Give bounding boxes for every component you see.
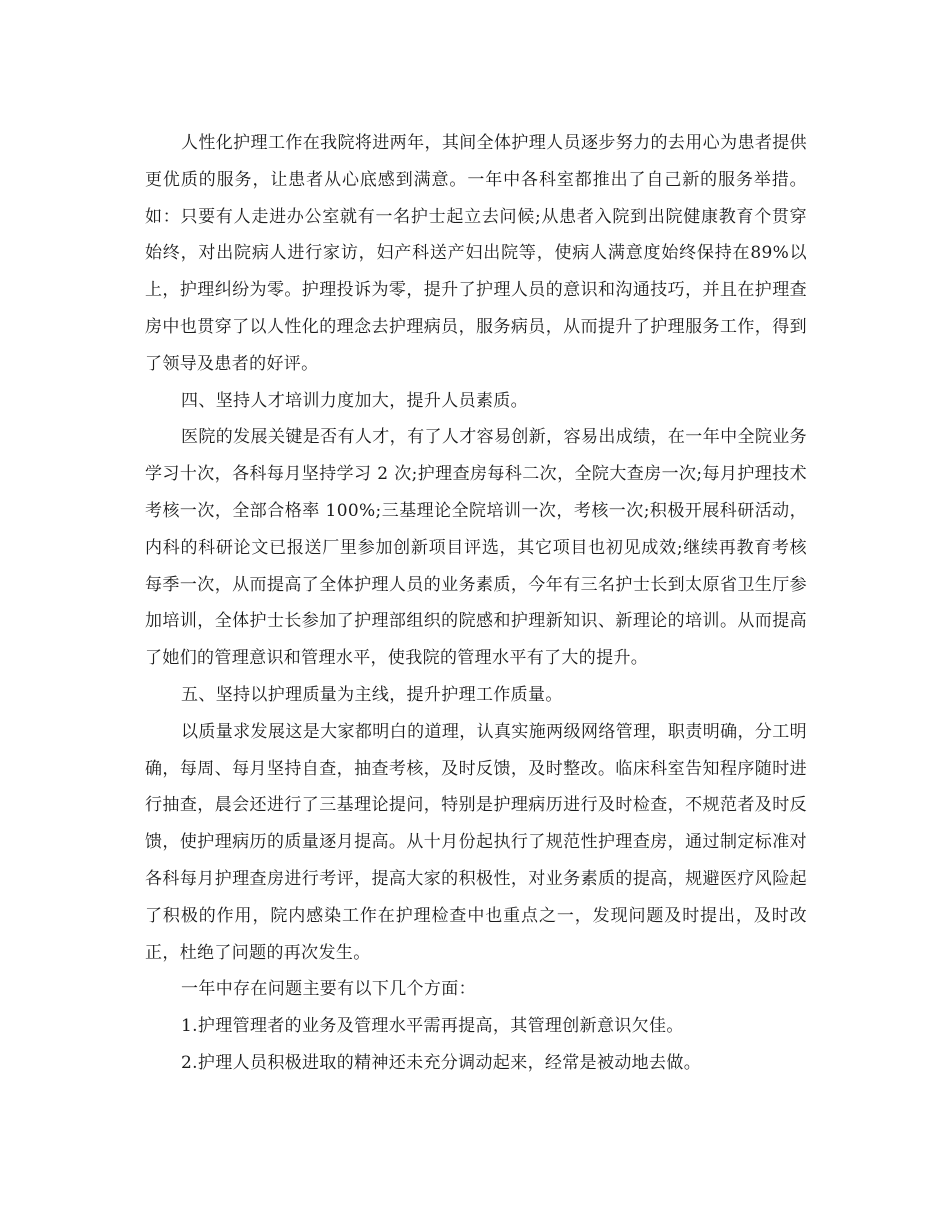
list-item-problem-2: 2.护理人员积极进取的精神还未充分调动起来，经常是被动地去做。 <box>181 1052 702 1073</box>
document-page <box>145 125 807 1082</box>
heading-existing-problems: 一年中存在问题主要有以下几个方面： <box>181 979 476 1000</box>
paragraph-talent-training: 医院的发展关键是否有人才，有了人才容易创新，容易出成绩，在一年中全院业务学习十次，各科每月坚持学习 2 次;护理查房每科二次，全院大查房一次;每月护理技术考核一次，全部合格率 100%;三基理论全院培训一次，考核一次;积极开展科研活动，内科的科研论文已报送厂里参加创新项目评选，其它项目也初见成效;继续再教育考核每季一次，从而提高了全体护理人员的业务素质，今年有三名护士长到太原省卫生厅参加培训，全体护士长参加了护理部组织的院感和护理新知识、新理论的培训。从而提高了她们的管理意识和管理水平，使我院的管理水平有了大的提升。 <box>145 427 807 669</box>
heading-nursing-quality: 五、坚持以护理质量为主线，提升护理工作质量。 <box>181 684 563 705</box>
paragraph-nursing-quality: 以质量求发展这是大家都明白的道理，认真实施两级网络管理，职责明确，分工明确，每周、每月坚持自查，抽查考核，及时反馈，及时整改。临床科室告知程序随时进行抽查，晨会还进行了三基理论提问，特别是护理病历进行及时检查，不规范者及时反馈，使护理病历的质量逐月提高。从十月份起执行了规范性护理查房，通过制定标准对各科每月护理查房进行考评，提高大家的积极性，对业务素质的提高，规避医疗风险起了积极的作用，院内感染工作在护理检查中也重点之一，发现问题及时提出，及时改正，杜绝了问题的再次发生。 <box>145 721 807 963</box>
list-item-problem-1: 1.护理管理者的业务及管理水平需再提高，其管理创新意识欠佳。 <box>181 1016 684 1037</box>
heading-talent-training: 四、坚持人才培训力度加大，提升人员素质。 <box>181 390 528 411</box>
paragraph-humanized-nursing: 人性化护理工作在我院将进两年，其间全体护理人员逐步努力的去用心为患者提供更优质的服务，让患者从心底感到满意。一年中各科室都推出了自己新的服务举措。如：只要有人走进办公室就有一名护士起立去问候;从患者入院到出院健康教育个贯穿始终，对出院病人进行家访，妇产科送产妇出院等，使病人满意度始终保持在89%以上，护理纠纷为零。护理投诉为零，提升了护理人员的意识和沟通技巧，并且在护理查房中也贯穿了以人性化的理念去护理病员，服务病员，从而提升了护理服务工作，得到了领导及患者的好评。 <box>145 133 807 374</box>
